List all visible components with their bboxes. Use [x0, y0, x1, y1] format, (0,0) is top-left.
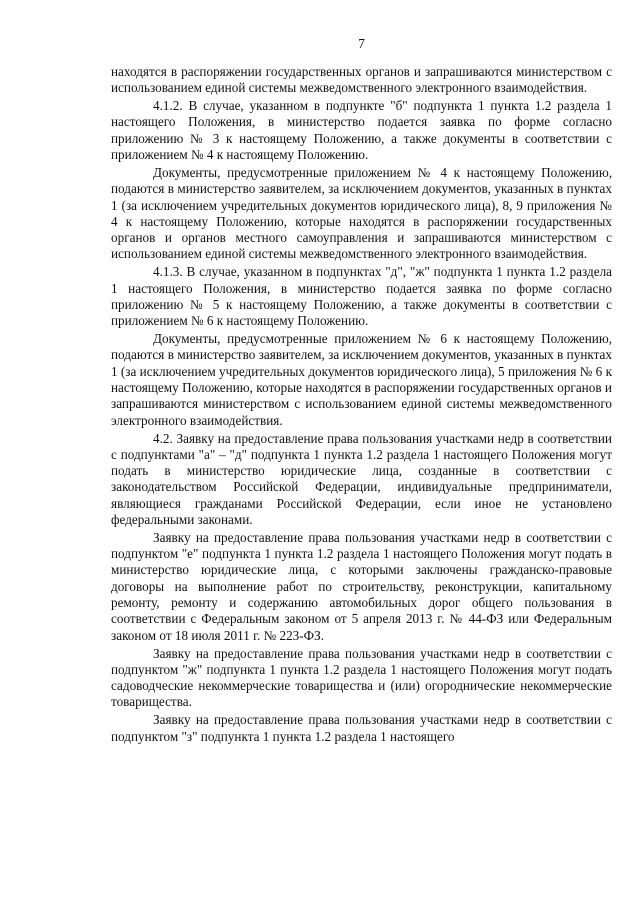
paragraph-continuation: находятся в распоряжении государственных органов и запрашиваются министерством с использованием единой системы межведомственного электронного взаимодействия. [111, 64, 612, 96]
paragraph-4-1-3: 4.1.3. В случае, указанном в подпунктах "д", "ж" подпункта 1 пункта 1.2 раздела 1 настоящего Положения, в министерство подается заявка по форме согласно приложению № 5 к настоящему Положению, а также документы в соответствии с приложением № 6 к настоящему Положению. [111, 264, 612, 329]
paragraph-application-e: Заявку на предоставление права пользования участками недр в соответствии с подпунктом "е" подпункта 1 пункта 1.2 раздела 1 настоящего Положения могут подать в министерство юридические лица, с которыми заключены гражданско-правовые договоры на выполнение работ по строительству, реконструкции, капитальному ремонту, ремонту и содержанию автомобильных дорог общего пользования в соответствии с Федеральным законом от 5 апреля 2013 г. № 44-ФЗ или Федеральным законом от 18 июля 2011 г. № 223-ФЗ. [111, 529, 612, 643]
paragraph-application-z: Заявку на предоставление права пользования участками недр в соответствии с подпунктом "з" подпункта 1 пункта 1.2 раздела 1 настоящего [111, 712, 612, 744]
paragraph-documents-annex-4: Документы, предусмотренные приложением № 4 к настоящему Положению, подаются в министерство заявителем, за исключением документов, указанных в пунктах 1 (за исключением учредительных документов юридического лица), 8, 9 приложения № 4 к настоящему Положению, которые находятся в распоряжении государственных органов и органов местного самоуправления и запрашиваются министерством с использованием единой системы межведомственного электронного взаимодействия. [111, 164, 612, 262]
paragraph-4-1-2: 4.1.2. В случае, указанном в подпункте "б" подпункта 1 пункта 1.2 раздела 1 настоящего Положения, в министерство подается заявка по форме согласно приложению № 3 к настоящему Положению, а также документы в соответствии с приложением № 4 к настоящему Положению. [111, 98, 612, 163]
paragraph-4-2: 4.2. Заявку на предоставление права пользования участками недр в соответствии с подпунктами "а" – "д" подпункта 1 пункта 1.2 раздела 1 настоящего Положения могут подать в министерство юридические лица, созданные в соответствии с законодательством Российской Федерации, индивидуальные предприниматели, являющиеся гражданами Российской Федерации, если иное не установлено федеральными законами. [111, 430, 612, 527]
paragraph-application-zh: Заявку на предоставление права пользования участками недр в соответствии с подпунктом "ж" подпункта 1 пункта 1.2 раздела 1 настоящего Положения могут подать садоводческие некоммерческие товарищества и (или) огороднические некоммерческие товарищества. [111, 645, 612, 710]
page-number: 7 [358, 36, 365, 51]
paragraph-documents-annex-6: Документы, предусмотренные приложением № 6 к настоящему Положению, подаются в министерство заявителем, за исключением документов, указанных в пунктах 1 (за исключением учредительных документов юридического лица), 5 приложения № 6 к настоящему Положению, которые находятся в распоряжении государственных органов и запрашиваются министерством с использованием единой системы межведомственного электронного взаимодействия. [111, 331, 612, 428]
